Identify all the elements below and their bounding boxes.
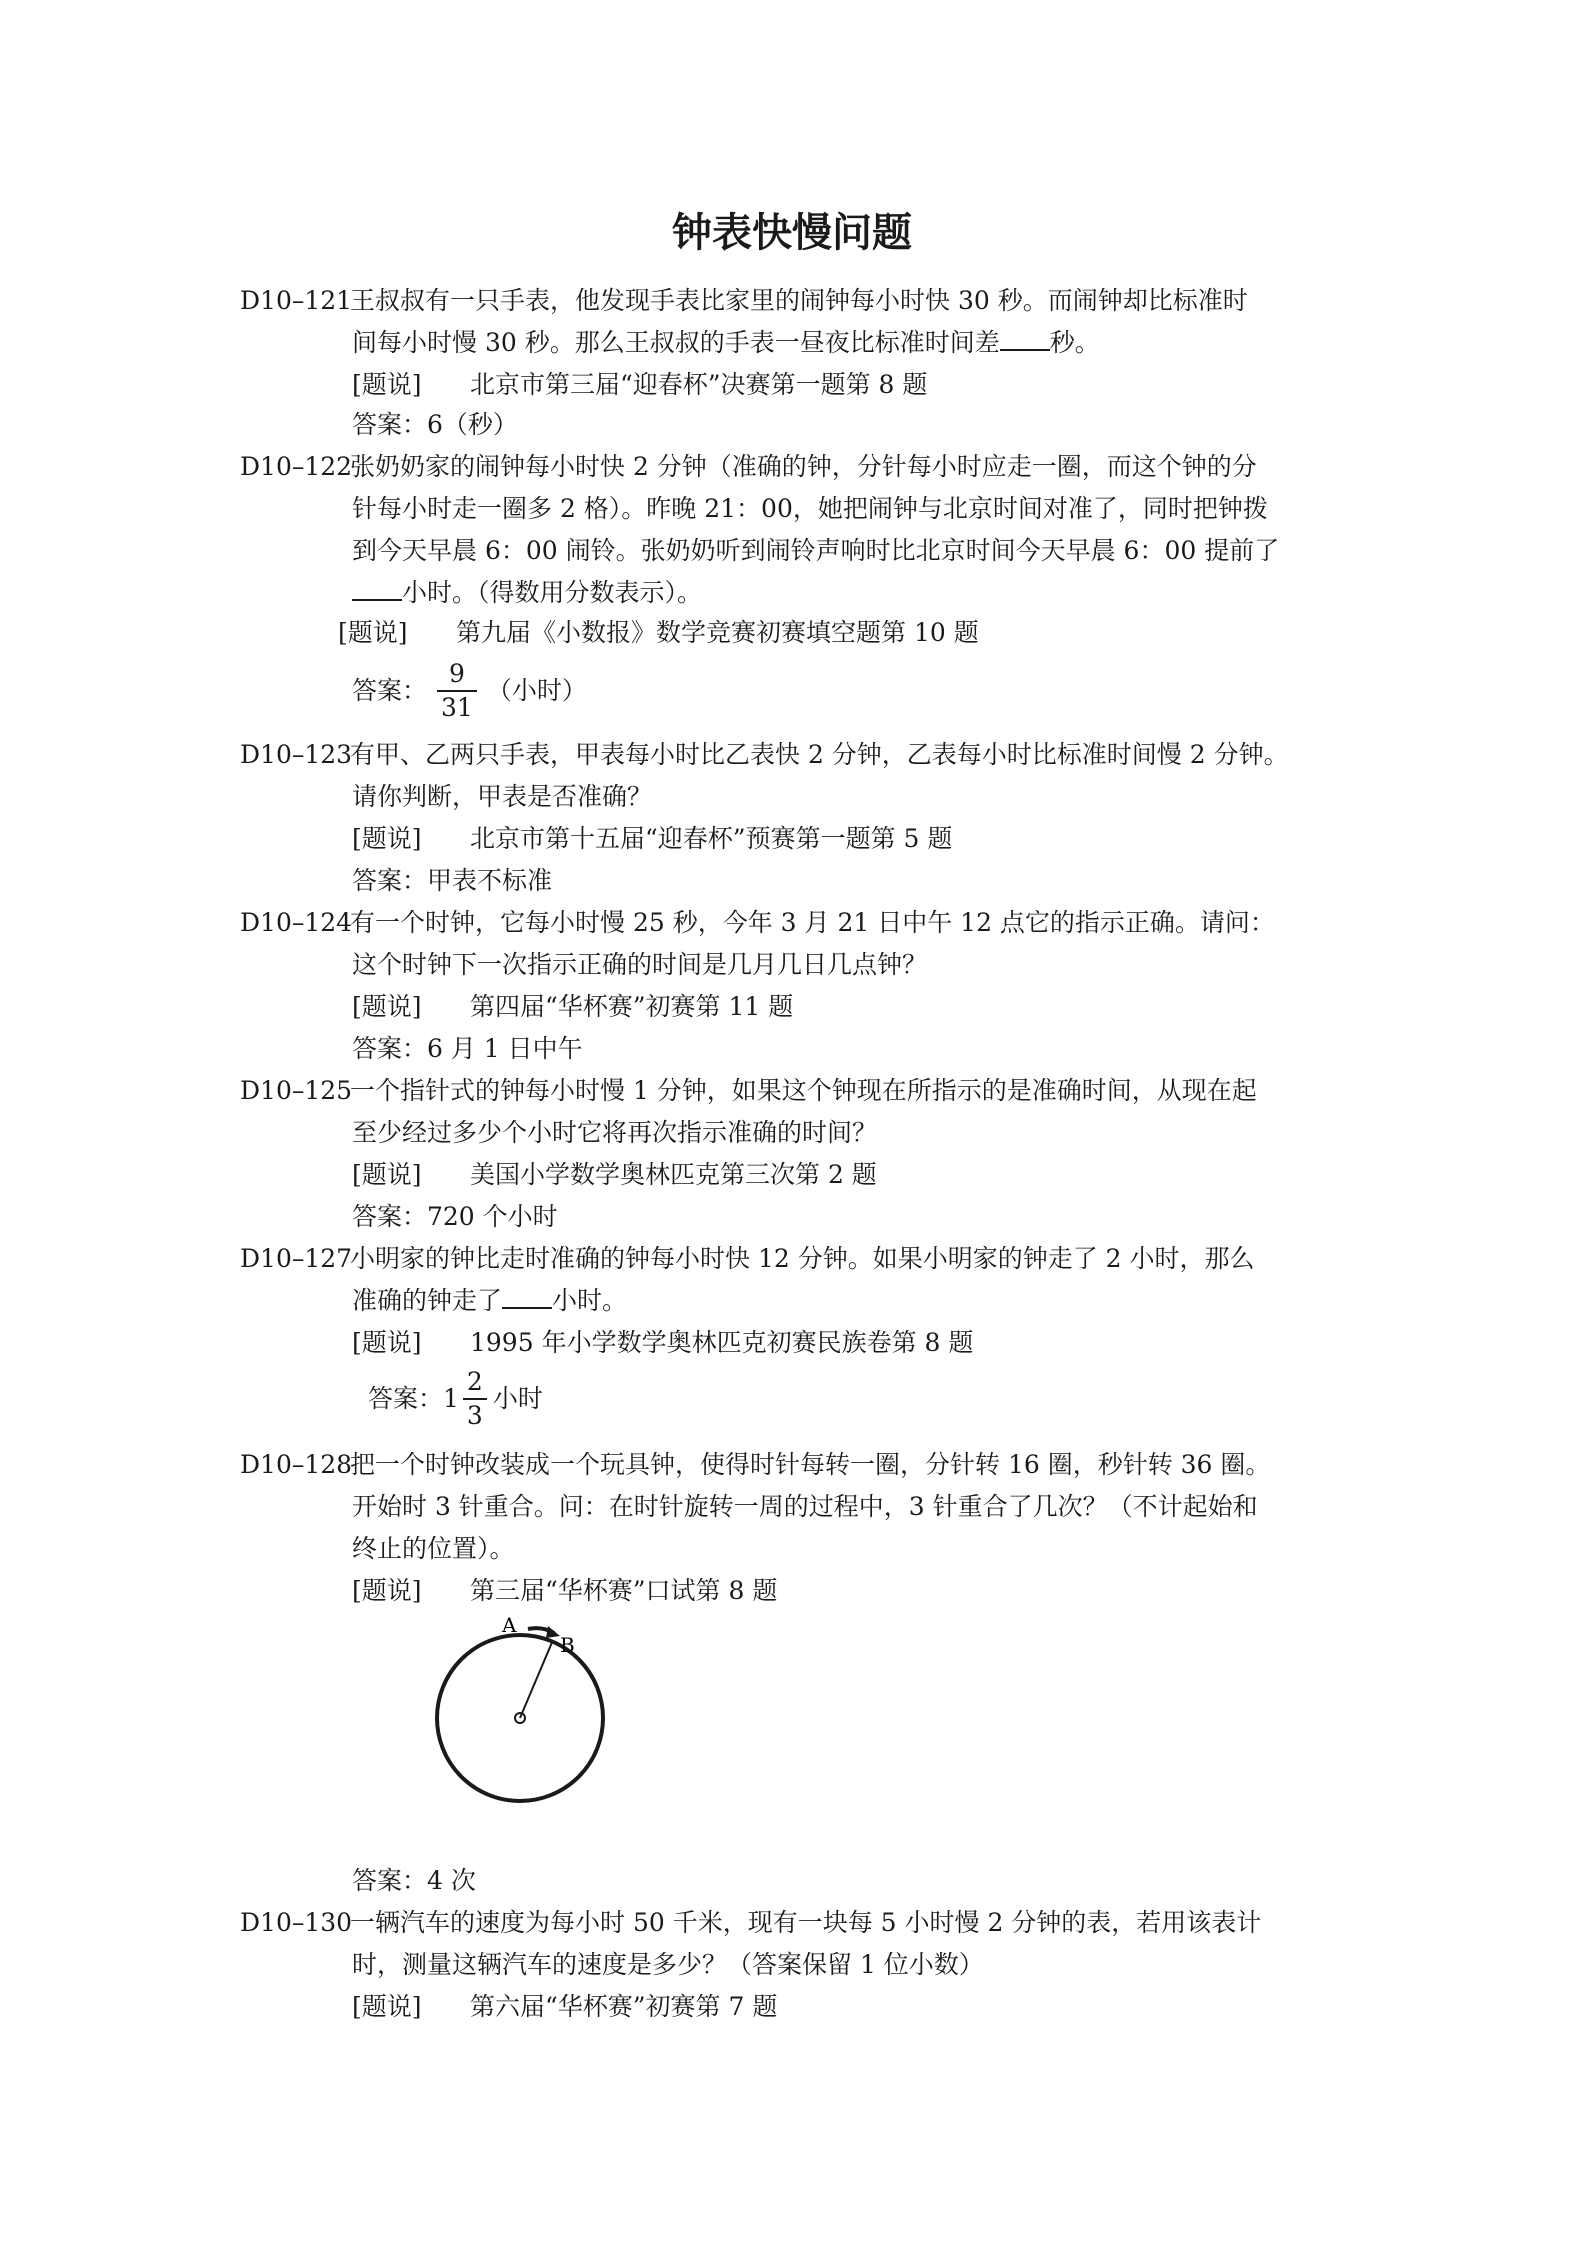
problem-128-line-2: 开始时 3 针重合。问：在时针旋转一周的过程中，3 针重合了几次？（不计起始和 <box>352 1492 1258 1521</box>
problem-123-answer: 答案：甲表不标准 <box>352 866 553 895</box>
problem-id: D10–125 <box>240 1076 353 1105</box>
problem-130-line-2: 时，测量这辆汽车的速度是多少？（答案保留 1 位小数） <box>352 1950 984 1979</box>
problem-123-line-2: 请你判断，甲表是否准确？ <box>352 782 653 811</box>
problem-id: D10–130 <box>240 1908 353 1937</box>
clock-hand <box>520 1640 553 1718</box>
problem-123-line-1: D10–123有甲、乙两只手表，甲表每小时比乙表快 2 分钟，乙表每小时比标准时间慢 2 分钟。 <box>240 736 1289 774</box>
answer-fraction: $\frac{2}{3}$ <box>463 1366 487 1432</box>
problem-128-line-1: D10–128把一个时钟改装成一个玩具钟，使得时针每转一圈，分针转 16 圈，秒针转 36 圈。 <box>240 1446 1270 1484</box>
problem-127-source: [题说] 1995 年小学数学奥林匹克初赛民族卷第 8 题 <box>352 1328 974 1357</box>
problem-127-answer: 答案：1 $\frac{2}{3}$ 小时 <box>368 1367 543 1430</box>
answer-fraction: $\frac{9}{31}$ <box>437 658 477 724</box>
problem-id: D10–124 <box>240 908 353 937</box>
label-b: B <box>560 1633 575 1657</box>
problem-122-source: [题说] 第九届《小数报》数学竞赛初赛填空题第 10 题 <box>338 618 979 647</box>
label-a: A <box>502 1613 517 1637</box>
problem-id: D10–127 <box>240 1244 353 1273</box>
problem-124-line-1: D10–124有一个时钟，它每小时慢 25 秒，今年 3 月 21 日中午 12 点它的指示正确。请问： <box>240 904 1275 942</box>
problem-127-line-1: D10–127小明家的钟比走时准确的钟每小时快 12 分钟。如果小明家的钟走了 2 小时，那么 <box>240 1240 1255 1278</box>
problem-130-line-1: D10–130一辆汽车的速度为每小时 50 千米，现有一块每 5 小时慢 2 分钟的表，若用该表计 <box>240 1904 1261 1942</box>
problem-124-answer: 答案：6 月 1 日中午 <box>352 1034 583 1063</box>
problem-id: D10–121 <box>240 286 353 315</box>
problem-122-line-4: 小时。（得数用分数表示）。 <box>352 574 702 612</box>
problem-127-line-2: 准确的钟走了 小时。 <box>352 1286 628 1315</box>
problem-121-line-2: 间每小时慢 30 秒。那么王叔叔的手表一昼夜比标准时间差 秒。 <box>352 328 1100 357</box>
problem-122-line-1: D10–122张奶奶家的闹钟每小时快 2 分钟（准确的钟，分针每小时应走一圈，而这个钟的分 <box>240 448 1257 486</box>
problem-128-source: [题说] 第三届“华杯赛”口试第 8 题 <box>352 1576 778 1605</box>
problem-id: D10–123 <box>240 740 353 769</box>
problem-125-source: [题说] 美国小学数学奥林匹克第三次第 2 题 <box>352 1160 877 1189</box>
arrow-head <box>546 1626 560 1638</box>
problem-125-line-2: 至少经过多少个小时它将再次指示准确的时间？ <box>352 1118 878 1147</box>
problem-125-answer: 答案：720 个小时 <box>352 1202 558 1231</box>
problem-128-line-3: 终止的位置）。 <box>352 1534 515 1563</box>
problem-122-line-3: 到今天早晨 6：00 闹铃。张奶奶听到闹铃声响时比北京时间今天早晨 6：00 提前了 <box>352 536 1280 565</box>
problem-121-source: [题说] 北京市第三届“迎春杯”决赛第一题第 8 题 <box>352 370 928 399</box>
page-title: 钟表快慢问题 <box>672 210 912 256</box>
problem-id: D10–122 <box>240 452 353 481</box>
problem-124-line-2: 这个时钟下一次指示正确的时间是几月几日几点钟？ <box>352 950 928 979</box>
problem-130-source: [题说] 第六届“华杯赛”初赛第 7 题 <box>352 1992 778 2021</box>
problem-id: D10–128 <box>240 1450 353 1479</box>
problem-124-source: [题说] 第四届“华杯赛”初赛第 11 题 <box>352 992 794 1021</box>
problem-123-source: [题说] 北京市第十五届“迎春杯”预赛第一题第 5 题 <box>352 824 953 853</box>
problem-122-line-2: 针每小时走一圈多 2 格）。昨晚 21：00，她把闹钟与北京时间对准了，同时把钟拨 <box>352 494 1268 523</box>
clock-diagram <box>420 1610 620 1810</box>
problem-121-answer: 答案：6（秒） <box>352 410 518 439</box>
problem-122-answer: 答案： $\frac{9}{31}$ （小时） <box>352 659 587 722</box>
answer-blank <box>352 577 402 601</box>
problem-125-line-1: D10–125一个指针式的钟每小时慢 1 分钟，如果这个钟现在所指示的是准确时间，从现在起 <box>240 1072 1257 1110</box>
answer-blank <box>1000 327 1050 351</box>
answer-blank <box>502 1285 552 1309</box>
problem-128-answer: 答案：4 次 <box>352 1866 476 1895</box>
problem-121-line-1: D10–121王叔叔有一只手表，他发现手表比家里的闹钟每小时快 30 秒。而闹钟却比标准时 <box>240 282 1248 320</box>
